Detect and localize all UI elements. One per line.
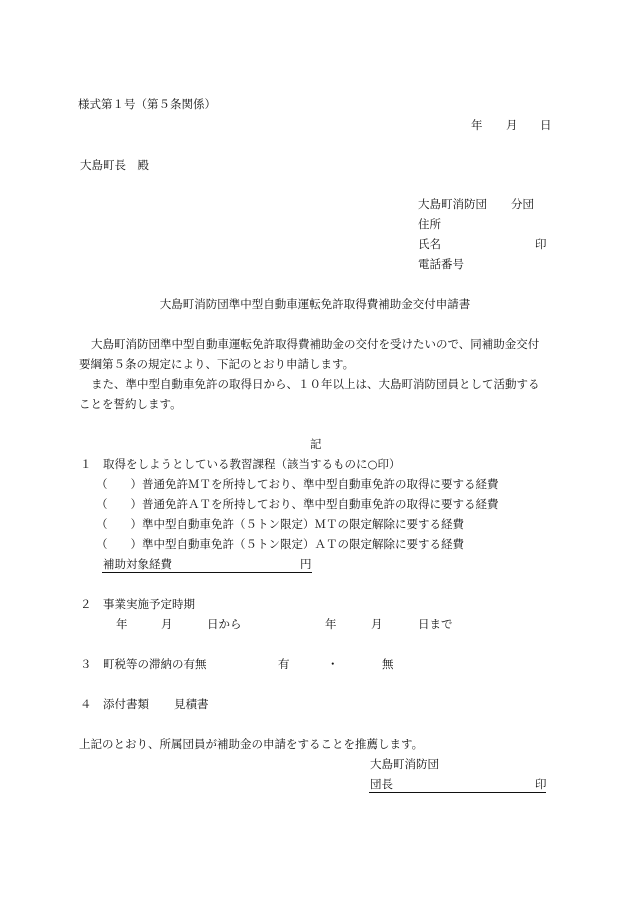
schedule-start-month: 月 bbox=[161, 617, 173, 631]
section1-option-3: （ ）準中型自動車免許（５トン限定）ＭＴの限定解除に要する経費 bbox=[96, 517, 464, 531]
section1-option-4: （ ）準中型自動車免許（５トン限定）ＡＴの限定解除に要する経費 bbox=[96, 537, 464, 551]
body-line-2: 要綱第５条の規定により、下記のとおり申請します。 bbox=[79, 357, 355, 371]
cost-label: 補助対象経費 bbox=[103, 557, 172, 571]
cost-underline bbox=[102, 572, 312, 573]
body-line-4: ことを誓約します。 bbox=[79, 397, 182, 411]
schedule-end-month: 月 bbox=[371, 617, 383, 631]
section2-heading: ２ 事業実施予定時期 bbox=[80, 597, 195, 611]
recommendation-text: 上記のとおり、所属団員が補助金の申請をすることを推薦します。 bbox=[79, 737, 424, 751]
applicant-branch: 分団 bbox=[511, 197, 534, 211]
document-title: 大島町消防団準中型自動車運転免許取得費補助金交付申請書 bbox=[159, 297, 471, 311]
schedule-end-day: 日まで bbox=[418, 617, 453, 631]
applicant-seal: 印 bbox=[535, 237, 547, 251]
leader-seal: 印 bbox=[535, 777, 547, 791]
ki-mark: 記 bbox=[310, 437, 322, 451]
schedule-end-year: 年 bbox=[325, 617, 337, 631]
schedule-start-year: 年 bbox=[116, 617, 128, 631]
date-day-label: 日 bbox=[540, 118, 552, 132]
addressee: 大島町長 殿 bbox=[80, 158, 149, 172]
form-number: 様式第１号（第５条関係） bbox=[78, 97, 216, 111]
applicant-organization: 大島町消防団 bbox=[418, 197, 487, 211]
section1-option-2: （ ）普通免許ＡＴを所持しており、準中型自動車免許の取得に要する経費 bbox=[96, 497, 499, 511]
cost-unit: 円 bbox=[300, 557, 312, 571]
body-line-3: また、準中型自動車免許の取得日から、１０年以上は、大島町消防団員として活動する bbox=[91, 377, 540, 391]
leader-underline bbox=[369, 792, 546, 793]
section1-option-1: （ ）普通免許ＭＴを所持しており、準中型自動車免許の取得に要する経費 bbox=[96, 477, 499, 491]
applicant-address-label: 住所 bbox=[418, 217, 441, 231]
schedule-start-day: 日から bbox=[207, 617, 242, 631]
applicant-name-label: 氏名 bbox=[418, 237, 441, 251]
section4-heading: ４ 添付書類 bbox=[80, 697, 149, 711]
section1-heading: １ 取得をしようとしている教習課程（該当するものに○印） bbox=[80, 457, 401, 471]
recommendation-org: 大島町消防団 bbox=[370, 757, 439, 771]
tax-arrears-yes: 有 bbox=[278, 657, 290, 671]
attachment-value: 見積書 bbox=[174, 697, 209, 711]
section3-heading: ３ 町税等の滞納の有無 bbox=[80, 657, 207, 671]
tax-arrears-no: 無 bbox=[382, 657, 394, 671]
applicant-phone-label: 電話番号 bbox=[418, 257, 464, 271]
date-year-label: 年 bbox=[471, 118, 483, 132]
leader-label: 団長 bbox=[370, 777, 393, 791]
tax-arrears-separator: ・ bbox=[327, 657, 339, 671]
body-line-1: 大島町消防団準中型自動車運転免許取得費補助金の交付を受けたいので、同補助金交付 bbox=[91, 337, 540, 351]
date-month-label: 月 bbox=[506, 118, 518, 132]
